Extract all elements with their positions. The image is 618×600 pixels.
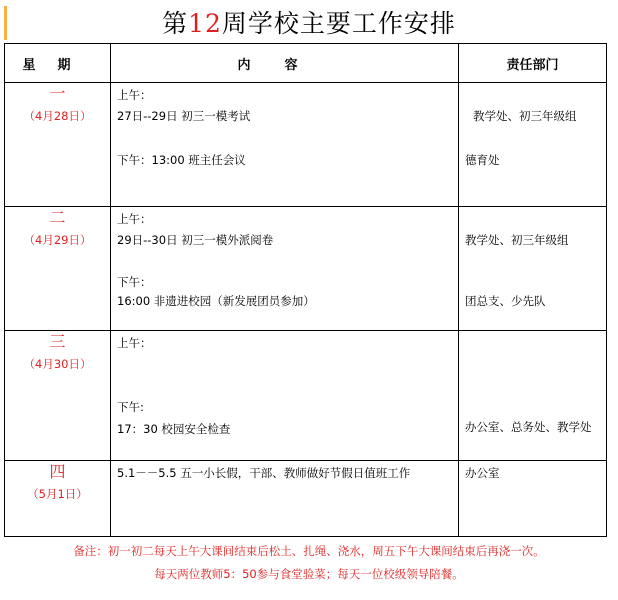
content-line: 上午：: [117, 88, 152, 102]
header-dept: 责任部门: [459, 44, 607, 83]
day-date: （4月28日）: [23, 109, 92, 123]
note-line-2: 每天两位教师5：50参与食堂验菜；每天一位校级领导陪餐。: [154, 567, 464, 581]
header-row: [5, 44, 607, 83]
day-date: （5月1日）: [27, 487, 88, 501]
schedule-table: [4, 43, 607, 537]
dept-line: 办公室: [465, 466, 500, 480]
header-content: 内容: [111, 44, 459, 83]
table-row: [5, 331, 607, 461]
content-line: 上午：: [117, 212, 152, 226]
dept-cell: [459, 331, 607, 461]
week-number: 12: [188, 9, 222, 38]
day-name: 一: [49, 84, 66, 103]
content-line: 16:00 非遗进校园（新发展团员参加）: [117, 294, 315, 308]
content-cell: [111, 331, 459, 461]
title-suffix: 周学校主要工作安排: [221, 9, 456, 38]
page-title: [0, 4, 618, 40]
day-name: 三: [49, 332, 66, 351]
content-line: 17：30 校园安全检查: [117, 422, 231, 436]
dept-line: 教学处、初三年级组: [473, 109, 577, 123]
content-line: 下午:: [117, 400, 144, 414]
day-cell: [5, 83, 111, 207]
table-row: [5, 83, 607, 207]
dept-cell: [459, 461, 607, 537]
content-cell: [111, 461, 459, 537]
content-line: 上午：: [117, 336, 152, 350]
day-date: （4月30日）: [23, 357, 92, 371]
day-name: 二: [49, 208, 66, 227]
day-name: 四: [49, 462, 66, 481]
note-line-1: 备注：初一初二每天上午大课间结束后松土、扎绳、浇水，周五下午大课间结束后再浇一次。: [73, 544, 545, 558]
table-row: [5, 461, 607, 537]
content-line: 5.1－－5.5 五一小长假，干部、教师做好节假日值班工作: [117, 466, 411, 480]
day-date: （4月29日）: [23, 233, 92, 247]
day-cell: [5, 461, 111, 537]
content-line: 下午：13:00 班主任会议: [117, 153, 246, 167]
title-prefix: 第: [162, 9, 189, 38]
dept-cell: [459, 83, 607, 207]
dept-line: 德育处: [465, 153, 500, 167]
dept-cell: [459, 207, 607, 331]
content-cell: [111, 83, 459, 207]
content-line: 27日--29日 初三一模考试: [117, 109, 251, 123]
content-line: 29日--30日 初三一模外派阅卷: [117, 233, 274, 247]
day-cell: [5, 207, 111, 331]
dept-line: 办公室、总务处、教学处: [465, 420, 592, 434]
dept-line: 教学处、初三年级组: [465, 233, 569, 247]
dept-line: 团总支、少先队: [465, 294, 546, 308]
header-day: 星期: [5, 44, 111, 83]
table-row: [5, 207, 607, 331]
content-cell: [111, 207, 459, 331]
content-line: 下午：: [117, 275, 152, 289]
day-cell: [5, 331, 111, 461]
